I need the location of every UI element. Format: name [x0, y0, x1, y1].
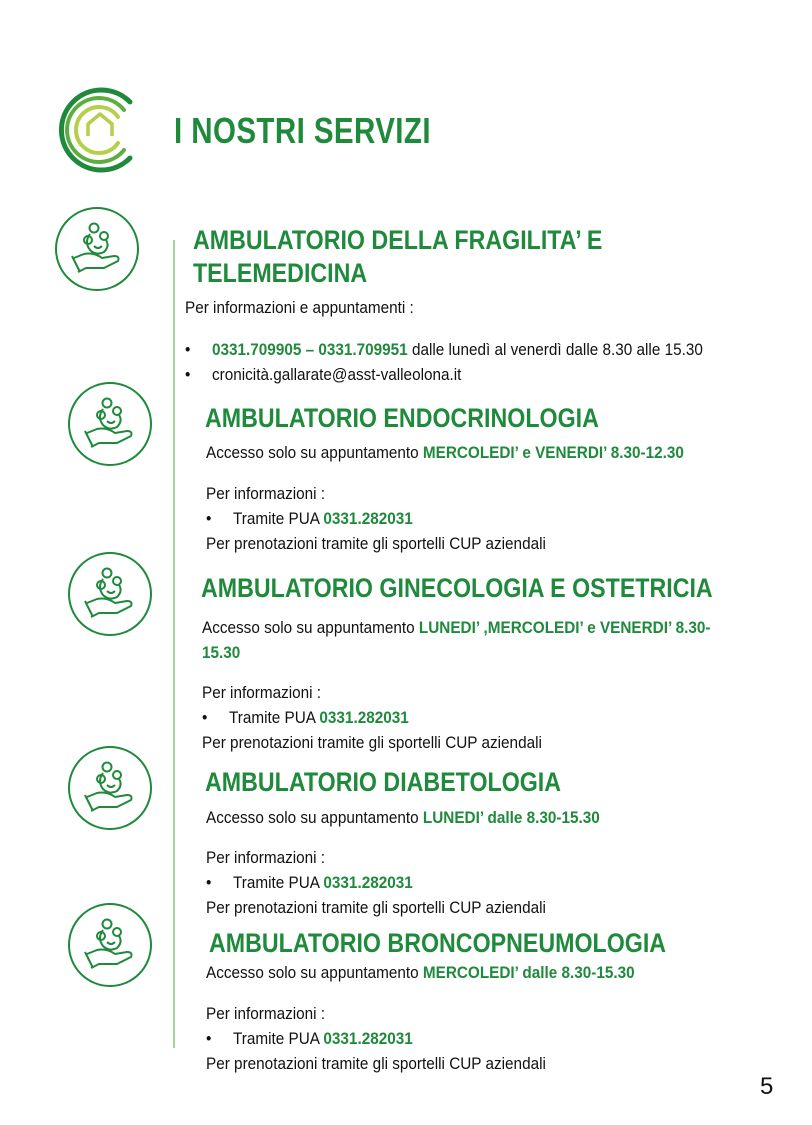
- info-label: Per informazioni :: [206, 1004, 326, 1023]
- pua-phone: 0331.282031: [323, 873, 413, 892]
- section-title: AMBULATORIO BRONCOPNEUMOLOGIA: [209, 928, 667, 958]
- info-label: Per informazioni e appuntamenti :: [185, 298, 414, 317]
- access-days: MERCOLEDI’ dalle 8.30-15.30: [422, 963, 635, 982]
- section-title: AMBULATORIO ENDOCRINOLOGIA: [205, 403, 599, 433]
- access-days: LUNEDI’ ,MERCOLEDI’ e VENERDI’ 8.30-: [418, 618, 711, 637]
- list-item: [185, 365, 461, 385]
- caregiver-hand-icon: [67, 745, 153, 831]
- caregiver-hand-icon: [67, 381, 153, 467]
- access-days: MERCOLEDI’ e VENERDI’ 8.30-12.30: [422, 443, 684, 462]
- info-label: Per informazioni :: [202, 683, 322, 702]
- list-item: [206, 1029, 413, 1049]
- access-info: [202, 618, 711, 638]
- section-title: AMBULATORIO DELLA FRAGILITA’ E: [193, 225, 603, 255]
- bullet: •: [185, 340, 191, 359]
- email: cronicità.gallarate@asst-valleolona.it: [212, 365, 462, 384]
- list-item: [202, 708, 409, 728]
- list-item: [185, 340, 703, 360]
- logo-icon: [48, 80, 148, 180]
- booking-info: Per prenotazioni tramite gli sportelli CUP aziendali: [206, 1054, 546, 1073]
- booking-info: Per prenotazioni tramite gli sportelli CUP aziendali: [206, 898, 546, 917]
- booking-info: Per prenotazioni tramite gli sportelli CUP aziendali: [202, 733, 542, 752]
- caregiver-hand-icon: [54, 206, 140, 292]
- access-days: LUNEDI’ dalle 8.30-15.30: [422, 808, 600, 827]
- list-item: [206, 873, 413, 893]
- pua-phone: 0331.282031: [323, 1029, 413, 1048]
- booking-info: Per prenotazioni tramite gli sportelli CUP aziendali: [206, 534, 546, 553]
- caregiver-hand-icon: [67, 551, 153, 637]
- list-item: [206, 509, 413, 529]
- pua-phone: 0331.282031: [323, 509, 413, 528]
- phone-numbers: 0331.709905 – 0331.709951: [212, 340, 408, 359]
- info-label: Per informazioni :: [206, 848, 326, 867]
- hours-note: dalle lunedì al venerdì dalle 8.30 alle 15.30: [407, 340, 703, 359]
- access-info: [206, 808, 600, 828]
- pua-label: Tramite PUA: [229, 708, 320, 727]
- page-number: 5: [760, 1073, 774, 1100]
- access-days-cont: 15.30: [202, 643, 241, 662]
- page-title: I NOSTRI SERVIZI: [174, 110, 431, 151]
- section-title: AMBULATORIO DIABETOLOGIA: [205, 767, 562, 797]
- access-prefix: Accesso solo su appuntamento: [202, 618, 419, 637]
- access-prefix: Accesso solo su appuntamento: [206, 443, 423, 462]
- pua-phone: 0331.282031: [319, 708, 409, 727]
- section-title-cont: TELEMEDICINA: [193, 258, 368, 288]
- pua-label: Tramite PUA: [233, 509, 324, 528]
- caregiver-hand-icon: [67, 902, 153, 988]
- divider-line: [173, 240, 175, 1048]
- access-info: [206, 443, 684, 463]
- pua-label: Tramite PUA: [233, 1029, 324, 1048]
- access-prefix: Accesso solo su appuntamento: [206, 808, 423, 827]
- bullet: •: [202, 708, 208, 727]
- access-info: [206, 963, 635, 983]
- bullet: •: [206, 873, 212, 892]
- bullet: •: [206, 1029, 212, 1048]
- info-label: Per informazioni :: [206, 484, 326, 503]
- bullet: •: [206, 509, 212, 528]
- section-title: AMBULATORIO GINECOLOGIA E OSTETRICIA: [201, 573, 713, 603]
- pua-label: Tramite PUA: [233, 873, 324, 892]
- access-prefix: Accesso solo su appuntamento: [206, 963, 423, 982]
- bullet: •: [185, 365, 191, 384]
